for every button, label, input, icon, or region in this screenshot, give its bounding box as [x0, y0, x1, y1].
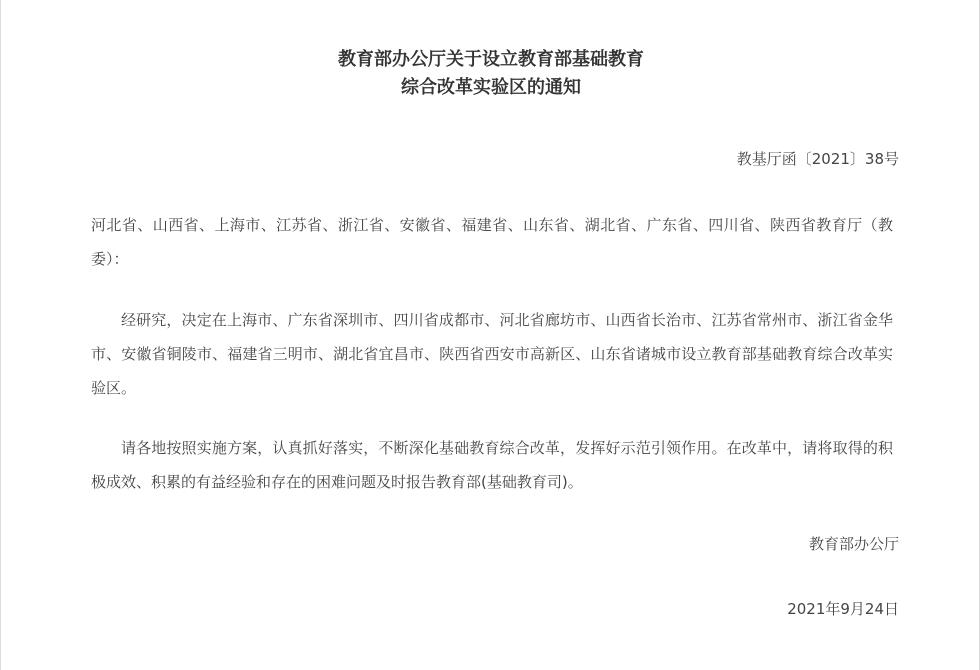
- body-paragraph-2: 请各地按照实施方案，认真抓好落实，不断深化基础教育综合改革，发挥好示范引领作用。在改革中，请将取得的积极成效、积累的有益经验和存在的困难问题及时报告教育部(基础教育司)。: [91, 439, 893, 491]
- issue-date: 2021年9月24日: [787, 600, 899, 618]
- document-title-line-2: 综合改革实验区的通知: [401, 77, 581, 98]
- addressees: 河北省、山西省、上海市、江苏省、浙江省、安徽省、福建省、山东省、湖北省、广东省、四川省、陕西省教育厅（教委）：: [91, 216, 893, 268]
- document-title-line-1: 教育部办公厅关于设立教育部基础教育: [338, 49, 644, 70]
- document-number: 教基厅函〔2021〕38号: [736, 150, 899, 168]
- body-paragraph-1: 经研究，决定在上海市、广东省深圳市、四川省成都市、河北省廊坊市、山西省长治市、江苏省常州市、浙江省金华市、安徽省铜陵市、福建省三明市、湖北省宜昌市、陕西省西安市高新区、山东省诸城市设立教育部基础教育综合改革实验区。: [91, 311, 893, 397]
- issuer-signature: 教育部办公厅: [808, 535, 899, 553]
